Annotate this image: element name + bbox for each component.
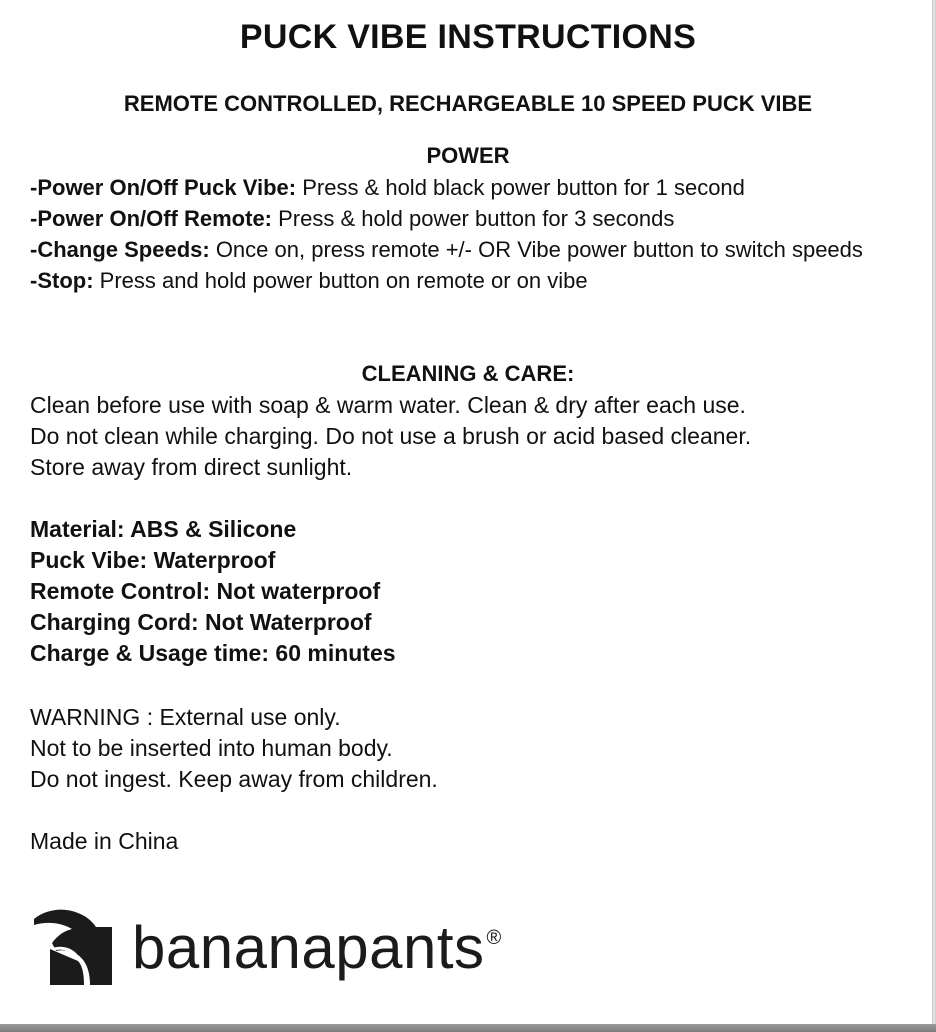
spec-line: Material: ABS & Silicone (30, 516, 297, 542)
power-heading: POWER (426, 143, 510, 168)
power-instructions (30, 172, 910, 296)
power-item (30, 265, 910, 296)
power-item-label: -Stop: (30, 268, 94, 293)
spec-line: Charge & Usage time: 60 minutes (30, 640, 396, 666)
spec-line: Puck Vibe: Waterproof (30, 547, 276, 573)
page-bottom-edge (0, 1024, 936, 1032)
product-specs (30, 514, 910, 669)
cleaning-heading: CLEANING & CARE: (361, 361, 575, 386)
power-item-label: -Power On/Off Remote: (30, 206, 273, 231)
power-item-text: Press and hold power button on remote or on vibe (93, 268, 588, 293)
brand-logo (32, 905, 512, 995)
cleaning-line: Clean before use with soap & warm water. Clean & dry after each use. (30, 392, 746, 418)
brand-name: bananapants (132, 914, 485, 981)
warning-line: Not to be inserted into human body. (30, 735, 393, 761)
power-item (30, 172, 910, 203)
cleaning-line: Store away from direct sunlight. (30, 454, 353, 480)
product-subtitle: REMOTE CONTROLLED, RECHARGEABLE 10 SPEED PUCK VIBE (123, 91, 813, 116)
spec-line: Remote Control: Not waterproof (30, 578, 381, 604)
cleaning-instructions (30, 390, 910, 483)
warning-line: WARNING : External use only. (30, 704, 341, 730)
warning-line: Do not ingest. Keep away from children. (30, 766, 438, 792)
power-item-text: Once on, press remote +/- OR Vibe power button to switch speeds (209, 237, 863, 262)
power-item (30, 234, 910, 265)
power-item-text: Press & hold black power button for 1 second (296, 175, 745, 200)
origin-text: Made in China (30, 828, 179, 854)
power-item-label: -Power On/Off Puck Vibe: (30, 175, 297, 200)
power-item (30, 203, 910, 234)
power-item-text: Press & hold power button for 3 seconds (272, 206, 675, 231)
power-item-label: -Change Speeds: (30, 237, 210, 262)
brand-wordmark (132, 913, 502, 982)
spec-line: Charging Cord: Not Waterproof (30, 609, 372, 635)
cleaning-line: Do not clean while charging. Do not use a brush or acid based cleaner. (30, 423, 752, 449)
banana-logo-icon (32, 905, 116, 991)
page-title: PUCK VIBE INSTRUCTIONS (239, 18, 697, 56)
warning-block (30, 702, 910, 795)
registered-mark: ® (486, 927, 502, 949)
